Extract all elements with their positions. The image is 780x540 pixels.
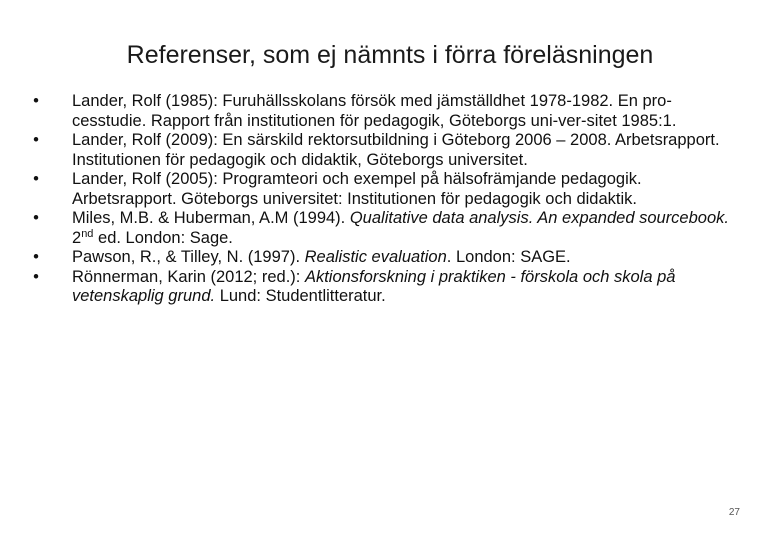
- reference-text: . London: SAGE.: [446, 248, 571, 266]
- reference-item: [26, 268, 738, 307]
- bullet-icon: •: [33, 267, 39, 286]
- reference-item: [26, 170, 738, 209]
- reference-list: [26, 92, 738, 307]
- bullet-icon: •: [33, 92, 39, 110]
- page-number: 27: [728, 507, 740, 518]
- reference-text: Miles, M.B. & Huberman, A.M (1994).: [72, 209, 350, 227]
- superscript: nd: [81, 227, 94, 240]
- bullet-icon: •: [33, 170, 39, 188]
- reference-item: [26, 248, 738, 268]
- reference-text: Lander, Rolf (2009): En särskild rektorsutbildning i Göteborg 2006 – 2008. Arbetsrapport. Institutionen för pedagogik och didaktik, Göteborgs universitet.: [72, 131, 720, 169]
- reference-text: Lander, Rolf (1985): Furuhällsskolans försök med jämställdhet 1978-1982. En pro-cesstudie. Rapport från institutionen för pedagogik, Göteborgs uni-ver-sitet 1985:1.: [72, 92, 677, 130]
- reference-item: [26, 92, 738, 131]
- bullet-icon: •: [33, 209, 39, 227]
- reference-title: Realistic evaluation: [304, 248, 447, 266]
- reference-item: [26, 209, 738, 248]
- reference-text: Rönnerman, Karin (2012; red.):: [72, 267, 305, 286]
- reference-item: [26, 131, 738, 170]
- bullet-icon: •: [33, 248, 39, 266]
- reference-text: Pawson, R., & Tilley, N. (1997).: [72, 248, 305, 266]
- slide-title: Referenser, som ej nämnts i förra föreläsningen: [126, 41, 654, 69]
- reference-text: ed. London: Sage.: [93, 228, 233, 247]
- reference-text: 2: [72, 228, 82, 247]
- reference-text: Lund: Studentlitteratur.: [215, 287, 386, 305]
- reference-title: Qualitative data analysis. An expanded sourcebook.: [349, 209, 729, 227]
- bullet-icon: •: [33, 131, 39, 149]
- reference-title: Aktionsforskning i praktiken - förskola och skola på vetenskaplig grund.: [72, 267, 676, 305]
- reference-text: Lander, Rolf (2005): Programteori och exempel på hälsofrämjande pedagogik. Arbetsrapport. Göteborgs universitet: Institutionen för pedagogik och didaktik.: [72, 170, 642, 208]
